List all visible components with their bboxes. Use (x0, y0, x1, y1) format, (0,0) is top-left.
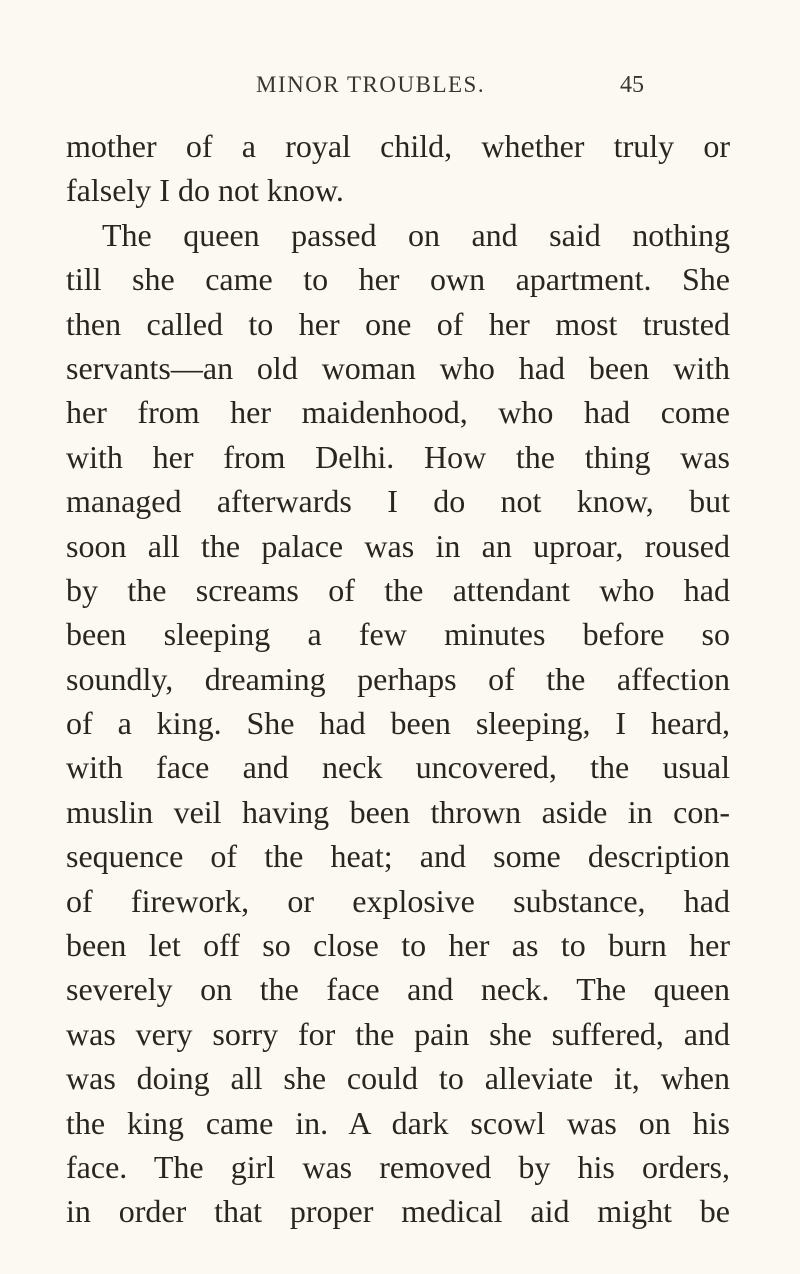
text-line: sequence of the heat; and some description (66, 838, 730, 875)
text-line: of firework, or explosive substance, had (66, 882, 730, 919)
text-line: the king came in. A dark scowl was on his (66, 1104, 730, 1141)
text-line: soundly, dreaming perhaps of the affection (66, 660, 730, 697)
text-line: falsely I do not know. (66, 172, 344, 209)
text-line: her from her maidenhood, who had come (66, 394, 730, 431)
text-line: by the screams of the attendant who had (66, 571, 730, 608)
text-line: servants—an old woman who had been with (66, 349, 730, 386)
text-line: mother of a royal child, whether truly or (66, 128, 730, 164)
text-line: was very sorry for the pain she suffered, and (66, 1015, 730, 1052)
text-line: been sleeping a few minutes before so (66, 616, 730, 653)
text-line: severely on the face and neck. The queen (66, 971, 730, 1008)
text-line: managed afterwards I do not know, but (66, 483, 730, 520)
text-line: with face and neck uncovered, the usual (66, 749, 730, 786)
text-line: till she came to her own apartment. She (66, 261, 730, 298)
text-line: soon all the palace was in an uproar, roused (66, 527, 730, 564)
text-line: with her from Delhi. How the thing was (66, 438, 730, 475)
body-text (66, 124, 730, 1234)
text-line: was doing all she could to alleviate it, when (66, 1060, 730, 1097)
text-line: then called to her one of her most trusted (66, 305, 730, 342)
running-head (0, 72, 800, 112)
page-number: 45 (620, 72, 644, 98)
text-line: face. The girl was removed by his orders, (66, 1148, 730, 1185)
running-title: MINOR TROUBLES. (256, 72, 486, 97)
text-line: muslin veil having been thrown aside in con- (66, 793, 730, 830)
text-line: been let off so close to her as to burn her (66, 927, 730, 964)
text-line: The queen passed on and said nothing (102, 216, 730, 253)
text-line: in order that proper medical aid might be (66, 1193, 730, 1230)
text-line: of a king. She had been sleeping, I heard, (66, 705, 730, 742)
